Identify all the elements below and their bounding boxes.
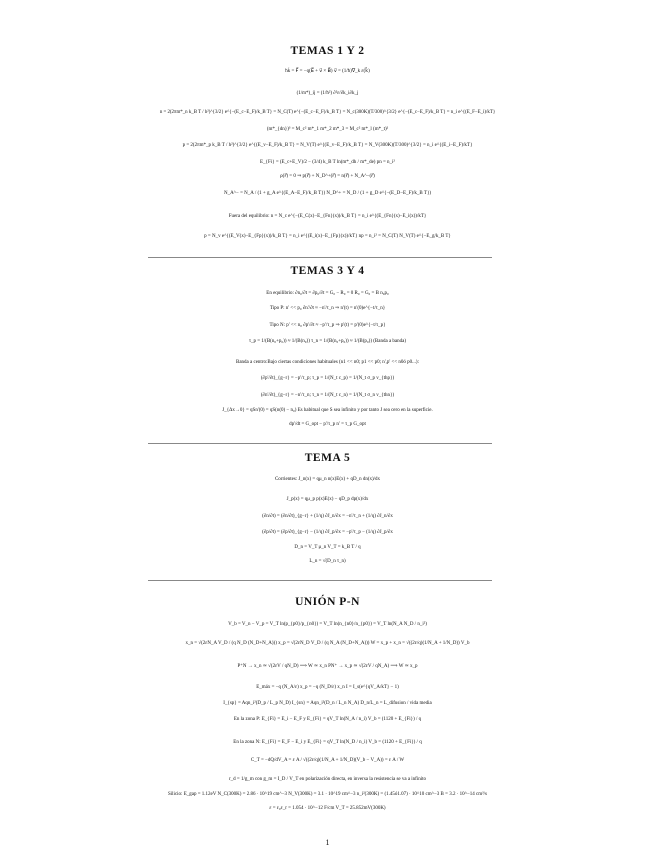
equation-line: V_b = V_n − V_p = V_T ln(p_{p0}/p_{n0}) = V_T ln(n_{n0}/n_{p0}) = V_T ln(N_A N_D / n_i²): [228, 622, 427, 627]
equation-line: E_{Fi} = (E_c+E_V)/2 − (3/4) k_B T ln(m*_dh / m*_de) pn = n_i²: [260, 160, 395, 165]
section-divider: [148, 443, 492, 444]
text-line: J_{Δx→0} = qSn'(0) = qS(n(0) − n₀) Es habitual que S sea infinito y por tanto J sea cero en la superficie.: [222, 408, 433, 413]
equation-line: Fuera del equilibrio: n = N_c e^{−(E_C(x)−E_{Fn}(x))/k_B T} = n_i e^{(E_{Fn}(x)−E_i(x))/kT}: [228, 214, 427, 219]
equation-line: τ_p = 1/(B(n₀+p₀)) ≈ 1/(B(n₀)) τ_n = 1/(B(n₀+p₀)) ≈ 1/(B(p₀)) (Banda a banda): [248, 339, 407, 344]
equation-line: Corrientes: J_n(x) = qμ_n n(x)E(x) + qD_n dn(x)/dx: [274, 477, 381, 482]
equation-line: x_n = √(2εN_A V_D / (q N_D (N_D+N_A))) x_p = √(2εN_D V_D / (q N_A (N_D+N_A))) W = x_p + x_n = √((2ε/q)(1/N_A + 1/N_D)) V_b: [185, 641, 470, 646]
equation-line: (m*_{dn})³ = M_c² m*_1 m*_2 m*_3 = M_c² m*_l (m*_t)²: [266, 127, 389, 132]
section-divider: [148, 257, 492, 258]
equation-line: p = N_v e^{(E_V(x)−E_{Fp}(x))/k_B T} = n_i e^{(E_i(x)−E_{Fp}(x))/kT} np = n_i² = N_C(T) N_V(T) e^{−E_g/k_B T}: [204, 234, 451, 239]
equation-line: ħk̇ = F⃗ = −q(E⃗ + v⃗ × B⃗) v⃗ = (1/ħ)∇_k ε(k⃗): [285, 69, 370, 74]
section-divider: [148, 580, 492, 581]
equation-line: n = 2(2πm*_n k_B T / h²)^{3/2} e^{−(E_c−E_F)/k_B T} = N_C(T) e^{−(E_c−E_F)/k_B T} = N_c(300K)(T/300)^{3/2} e^{−(E_c−E_F)/k_B T} = n_i e^{(E_F−E_i)/kT}: [159, 110, 496, 115]
equation-line: (∂n'/∂t)_{g−r} = −n'/τ_n; τ_n = 1/(N_t c_n) = 1/(N_t σ_n v_{thn}): [260, 393, 395, 398]
equation-line: (∂n/∂t) = (∂n/∂t)_{g−r} + (1/q) ∂J_n/∂x = −n'/τ_n + (1/q) ∂J_n/∂x: [262, 514, 393, 519]
section-title-union-pn: UNIÓN P-N: [295, 596, 360, 608]
equation-line: dp'/dt = G_opt − p'/τ_p n' = τ_p G_opt: [289, 422, 366, 427]
equation-line: En la zona N: E_{Fi} = E_F − E_i y E_{Fi} = qV_T ln(N_D / n_i) V_b = (1120 + E_{Fi}) / q: [233, 740, 422, 745]
section-title-tema-5: TEMA 5: [304, 452, 351, 464]
equation-line: E_máx = −q (N_A/ε) x_p = −q (N_D/ε) x_n I = I_s(e^{qV_A/kT} − 1): [256, 685, 399, 690]
section-title-temas-1-2: TEMAS 1 Y 2: [290, 45, 365, 57]
equation-line: L_n = √(D_n τ_n): [309, 559, 346, 564]
equation-line: En la zona P: E_{Fi} = E_i − E_F y E_{Fi} = qV_T ln(N_A / n_i) V_b = (1120 + E_{Fi}) / q: [233, 717, 422, 722]
equation-line: P⁺N → x_n ≃ √(2εV / qN_D) ⟹ W ≃ x_n PN⁺ → x_p ≃ √(2εV / qN_A) ⟹ W ≃ x_p: [237, 664, 418, 669]
section-title-temas-3-4: TEMAS 3 Y 4: [290, 265, 365, 277]
equation-line: D_n = V_T μ_n V_T = k_B T / q: [294, 545, 361, 550]
text-line: Banda a centro:Bajo ciertas condiciones habituales (n1 << n0; p1 << p0; n',p' << n0ó p0...):: [236, 360, 419, 365]
equation-line: N_A^− = N_A / (1 + g_A e^{(E_A−E_F)/k_B T}) N_D^+ = N_D / (1 + g_D e^{−(E_D−E_F)/k_B T}): [223, 191, 432, 196]
equation-line: ε = ε₀ε_r = 1.054 · 10^−12 F/cm V_T = 25.852mV(300K): [269, 806, 386, 811]
equation-line: Tipo N: p' << n₀ ∂p'/∂t ≈ −p'/τ_p ⇒ p'(t) = p'(0)e^{−t/τ_p}: [269, 323, 386, 328]
equation-line: ρ(r⃗) = 0 ⇒ p(r⃗) + N_D^+(r⃗) = n(r⃗) + N_A^−(r⃗): [280, 174, 375, 179]
equation-line: Silicio: E_gap = 1.12eV N_C(300K) = 2.86 · 10^19 cm^−3 N_V(300K) = 3.1 · 10^19 cm^−3 n_i²(300K) = (1.45ó1.07) · 10^10 cm^−3 B = 3.2 · 10^−14 cm³/s: [168, 792, 487, 797]
equation-line: C_T = −dQ/dV_A = ε A / √((2ε/q)(1/N_A + 1/N_D)(V_b − V_A)) = ε A / W: [250, 758, 405, 763]
equation-line: J_p(x) = qμ_p p(x)E(x) − qD_p dp(x)/dx: [286, 497, 369, 502]
equation-line: (1/m*)_ij = (1/ħ²) ∂²ε/∂k_i∂k_j: [296, 91, 359, 96]
equation-line: En equilibrio: ∂n₀/∂t = ∂p₀/∂t = G₀ − R₀ = 0 R₀ = G₀ = B n₀p₀: [266, 291, 389, 296]
text-line: r_d = 1/g_m con g_m = I_D / V_T en polarización directa, en inversa la resistencia se va a infinito: [228, 777, 427, 782]
equation-line: (∂p/∂t) = (∂p/∂t)_{g−r} − (1/q) ∂J_p/∂x = −p'/τ_p − (1/q) ∂J_p/∂x: [262, 530, 393, 535]
equation-line: I_{sp} = Aqn_i²(D_p / L_p N_D) I_{sn} = Aqn_i²(D_n / L_n N_A) D_n/L_n = L_difusion / vida media: [223, 701, 432, 706]
equation-line: Tipo P: n' << p₀ ∂n'/∂t ≈ −n'/τ_n ⇒ n'(t) = n'(0)e^{−t/τ_n}: [269, 306, 386, 311]
equation-line: (∂p'/∂t)_{g−r} = −p'/τ_p; τ_p = 1/(N_t c_p) = 1/(N_t σ_p v_{thp}): [260, 376, 395, 381]
equation-line: p = 2(2πm*_p k_B T / h²)^{3/2} e^{(E_v−E_F)/k_B T} = N_V(T) e^{(E_v−E_F)/k_B T} = N_V(300K)(T/300)^{3/2} = n_i e^{(E_i−E_F)/kT}: [182, 143, 473, 148]
page-number: 1: [325, 838, 330, 847]
